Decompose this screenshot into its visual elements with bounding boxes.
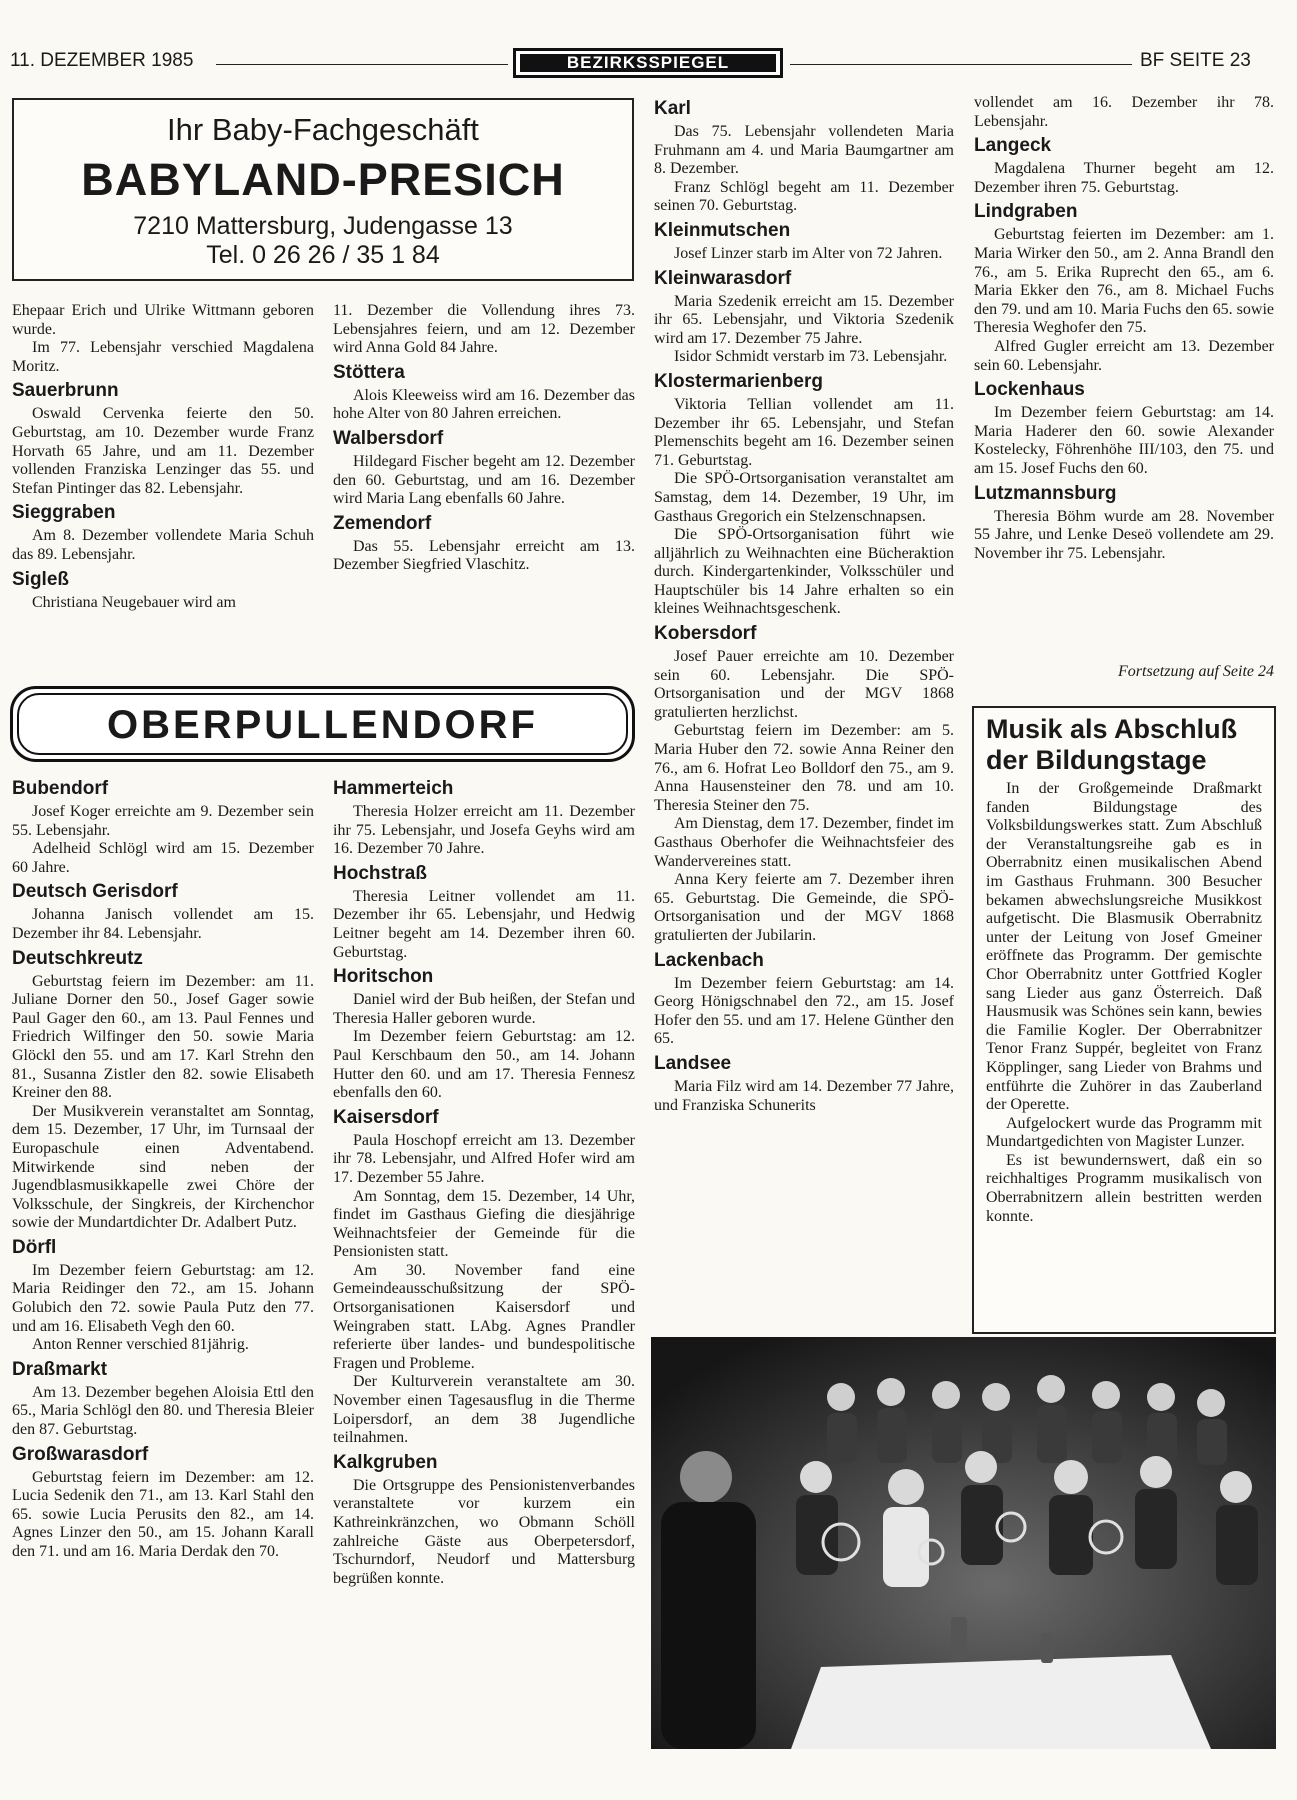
column-3 [654, 94, 954, 1115]
column-2-top [333, 302, 635, 575]
locality-heading: Klostermarienberg [654, 370, 823, 392]
column-1-top [12, 302, 314, 612]
news-paragraph: Die SPÖ-Ortsorganisation veranstaltet am Samstag, dem 14. Dezember, 19 Uhr, im Gasthaus Gregorich ein Stelzenschnapsen. [654, 470, 954, 525]
locality-heading: Lindgraben [974, 201, 1078, 223]
locality-heading: Stöttera [333, 361, 405, 383]
locality-heading: Kobersdorf [654, 623, 757, 645]
news-paragraph: Theresia Holzer erreicht am 11. Dezember ihr 75. Lebensjahr, und Josefa Geyhs wird am 16. Dezember 70 Jahre. [333, 803, 635, 858]
news-paragraph: Am Sonntag, dem 15. Dezember, 14 Uhr, findet im Gasthaus Giefing die diesjährige Weihnachtsfeier der Gemeinde für die Pensionisten statt. [333, 1187, 635, 1261]
locality-heading: Hammerteich [333, 778, 454, 799]
news-paragraph: Johanna Janisch vollendet am 15. Dezember ihr 84. Lebensjahr. [12, 906, 314, 942]
choir-band-photo [651, 1337, 1276, 1749]
locality-heading: Kalkgruben [333, 1451, 438, 1473]
column-2-bottom [333, 774, 635, 1588]
news-paragraph: 11. Dezember die Vollendung ihres 73. Lebensjahres feiern, und am 12. Dezember wird Anna Gold 84 Jahre. [333, 302, 635, 357]
news-paragraph: Josef Pauer erreichte am 10. Dezember sein 60. Lebensjahr. Die SPÖ-Ortsorganisation und der MGV 1868 gratulierten herzlichst. [654, 648, 954, 721]
locality-heading: Dörfl [12, 1236, 57, 1258]
header-rule-right [790, 64, 1132, 65]
locality-heading: Zemendorf [333, 512, 432, 534]
news-paragraph: Geburtstag feiern im Dezember: am 12. Lucia Sedenik den 71., am 13. Karl Stahl den 65. sowie Lucia Perusits den 82., am 14. Agnes Linzer den 50., am 15. Johann Karall den 71. und am 16. Maria Derdak den 70. [12, 1468, 314, 1560]
feature-body [986, 780, 1262, 1226]
locality-heading: Lackenbach [654, 949, 764, 971]
locality-heading: Großwarasdorf [12, 1443, 149, 1465]
news-paragraph: Geburtstag feiern im Dezember: am 11. Juliane Dorner den 50., Josef Gager sowie Paul Gager den 60., am 13. Paul Fennes und Friedrich Wilfinger den 50. sowie Maria Glöckl den 55. und am 17. Karl Strehn den 81., Susanna Zistler den 82. sowie Elisabeth Kreiner den 88. [12, 972, 314, 1102]
district-banner [10, 686, 635, 762]
news-paragraph: Theresia Böhm wurde am 28. November 55 Jahre, und Lenke Deseö vollendete am 29. November ihr 75. Lebensjahr. [974, 507, 1274, 562]
news-paragraph: Im Dezember feiern Geburtstag: am 12. Paul Kerschbaum den 50., am 14. Johann Hutter den 60. und am 17. Theresia Fennesz ebenfalls den 60. [333, 1028, 635, 1102]
news-paragraph: Maria Filz wird am 14. Dezember 77 Jahre, und Franziska Schunerits [654, 1077, 954, 1114]
news-paragraph: Im Dezember feiern Geburtstag: am 14. Georg Hönigschnabel den 72., am 15. Josef Hofer den 55. und am 17. Helene Günther den 65. [654, 974, 954, 1048]
news-paragraph: Oswald Cervenka feierte den 50. Geburtstag, am 10. Dezember wurde Franz Horvath 65 Jahre, und am 11. Dezember vollenden Franziska Lenzinger das 55. und Stefan Pintinger das 82. Lebensjahr. [12, 405, 314, 497]
news-paragraph: Alois Kleeweiss wird am 16. Dezember das hohe Alter von 80 Jahren erreichen. [333, 386, 635, 423]
news-paragraph: vollendet am 16. Dezember ihr 78. Lebensjahr. [974, 94, 1274, 130]
news-paragraph: Die Ortsgruppe des Pensionistenverbandes veranstaltete vor kurzem ein Kathreinkränzchen, wo Obmann Schöll zahlreiche Gäste aus Oberpetersdorf, Tschurndorf, Neudorf und Mattersburg begrüßen konnte. [333, 1476, 635, 1587]
locality-heading: Lockenhaus [974, 379, 1085, 401]
ad-store-name: BABYLAND-PRESICH [81, 154, 565, 205]
news-paragraph: Anton Renner verschied 81jährig. [32, 1336, 249, 1354]
news-paragraph: Theresia Leitner vollendet am 11. Dezember ihr 65. Lebensjahr, und Hedwig Leitner begeht am 14. Dezember ihren 60. Geburtstag. [333, 887, 635, 961]
locality-heading: Horitschon [333, 966, 434, 988]
news-paragraph: Der Kulturverein veranstaltete am 30. November einen Tagesausflug in die Therme Loipersdorf, an dem 38 Jugendliche teilnahmen. [333, 1373, 635, 1447]
news-paragraph: Am 8. Dezember vollendete Maria Schuh das 89. Lebensjahr. [12, 527, 314, 563]
news-paragraph: Am 30. November fand eine Gemeindeausschußsitzung der SPÖ-Ortsorganisationen Kaisersdorf und Weingraben statt. LAbg. Agnes Prandler referierte über landes- und bundespolitische Fragen und Probleme. [333, 1261, 635, 1372]
news-paragraph: Franz Schlögl begeht am 11. Dezember seinen 70. Geburtstag. [654, 178, 954, 215]
advertisement [12, 98, 634, 281]
news-paragraph: Isidor Schmidt verstarb im 73. Lebensjahr. [674, 348, 948, 366]
locality-heading: Deutsch Gerisdorf [12, 881, 178, 903]
locality-heading: Kaisersdorf [333, 1106, 439, 1128]
news-paragraph: Der Musikverein veranstaltet am Sonntag, dem 15. Dezember, 17 Uhr, im Turnsaal der Europaschule einen Adventabend. Mitwirkende sind neben der Jugendblasmusikkapelle zwei Chöre der Volksschule, der Singkreis, der Kirchenchor sowie der Mundartdichter Dr. Adalbert Putz. [12, 1102, 314, 1232]
news-paragraph: Josef Linzer starb im Alter von 72 Jahren. [674, 244, 943, 262]
news-paragraph: Maria Szedenik erreicht am 15. Dezember ihr 65. Lebensjahr, und Viktoria Szedenik wird am 17. Dezember 75 Jahre. [654, 292, 954, 347]
ad-address: 7210 Mattersburg, Judengasse 13 [133, 212, 513, 240]
news-paragraph: Am Dienstag, dem 17. Dezember, findet im Gasthaus Oberhofer die Weihnachtsfeier des Wandervereines statt. [654, 815, 954, 870]
news-paragraph: Hildegard Fischer begeht am 12. Dezember den 60. Geburtstag, und am 16. Dezember wird Maria Lang ebenfalls 60 Jahre. [333, 452, 635, 508]
district-title: OBERPULLENDORF [17, 693, 628, 755]
locality-heading: Bubendorf [12, 778, 109, 799]
news-paragraph: Das 75. Lebensjahr vollendeten Maria Fruhmann am 4. und Maria Baumgartner am 8. Dezember. [654, 123, 954, 178]
issue-date: 11. DEZEMBER 1985 [10, 50, 194, 71]
photo-illustration [651, 1337, 1276, 1749]
news-paragraph: Josef Koger erreichte am 9. Dezember sein 55. Lebensjahr. [12, 803, 314, 839]
locality-heading: Hochstraß [333, 862, 427, 884]
news-paragraph: Die SPÖ-Ortsorganisation führt wie alljährlich zu Weihnachten eine Bücheraktion durch. Kindergartenkinder, Volksschüler und Hauptschüler bis 14 Jahre erhalten so ein kleines Weihnachtsgeschenk. [654, 526, 954, 618]
ad-tagline: Ihr Baby-Fachgeschäft [167, 112, 479, 147]
news-paragraph: Am 13. Dezember begehen Aloisia Ettl den 65., Maria Schlögl den 80. und Theresia Bleier den 87. Geburtstag. [12, 1383, 314, 1439]
section-title: BEZIRKSSPIEGEL [520, 54, 776, 72]
news-paragraph: Ehepaar Erich und Ulrike Wittmann geboren wurde. [12, 302, 314, 338]
locality-heading: Kleinwarasdorf [654, 267, 792, 289]
column-4 [974, 94, 1274, 563]
feature-paragraph: Aufgelockert wurde das Programm mit Mundartgedichten von Magister Lunzer. [986, 1114, 1262, 1151]
locality-heading: Draßmarkt [12, 1358, 108, 1380]
page-number: BF SEITE 23 [1140, 50, 1251, 71]
section-kicker [513, 48, 783, 78]
ad-phone: Tel. 0 26 26 / 35 1 84 [206, 241, 440, 269]
locality-heading: Karl [654, 98, 691, 119]
feature-box [972, 706, 1276, 1334]
column-1-bottom [12, 774, 314, 1562]
locality-heading: Sigleß [12, 568, 70, 590]
locality-heading: Kleinmutschen [654, 219, 791, 241]
header-rule-left [216, 64, 508, 65]
news-paragraph: Daniel wird der Bub heißen, der Stefan und Theresia Haller geboren wurde. [333, 991, 635, 1027]
news-paragraph: Adelheid Schlögl wird am 15. Dezember 60 Jahre. [12, 840, 314, 876]
locality-heading: Deutschkreutz [12, 947, 143, 969]
feature-paragraph: In der Großgemeinde Draßmarkt fanden Bildungstage des Volksbildungswerkes statt. Zum Abschluß der Veranstaltungsreihe gab es in Oberrabnitz einen musikalischen Abend im Gasthaus Fruhmann. 300 Besucher bekamen abwechslungsreiche Musikkost aufgetischt. Die Blasmusik Oberrabnitz unter der Leitung von Josef Gmeiner eröffnete das Programm. Der gemischte Chor Oberrabnitz unter Gottfried Kogler sang Lieder aus ganz Österreich. Daß Hausmusik was Schönes sein kann, bewies die Familie Kogler. Der Oberrabnitzer Tenor Franz Suppér, begleitet von Franz Köpplinger, sang Lieder von Brahms und entführte die Zuhörer in das Zauberland der Operette. [986, 780, 1262, 1114]
locality-heading: Sieggraben [12, 502, 116, 524]
news-paragraph: Paula Hoschopf erreicht am 13. Dezember ihr 78. Lebensjahr, und Alfred Hofer wird am 17. Dezember 55 Jahre. [333, 1131, 635, 1186]
news-paragraph: Im Dezember feiern Geburtstag: am 12. Maria Reidinger den 72., am 15. Johann Golubich den 72. sowie Paula Putz den 77. und am 16. Elisabeth Vegh den 60. [12, 1261, 314, 1335]
continuation-note: Fortsetzung auf Seite 24 [1118, 663, 1274, 680]
news-paragraph: Das 55. Lebensjahr erreicht am 13. Dezember Siegfried Vlaschitz. [333, 537, 635, 574]
locality-heading: Walbersdorf [333, 427, 444, 449]
news-paragraph: Viktoria Tellian vollendet am 11. Dezember ihr 65. Lebensjahr, und Stefan Plemenschits begeht am 16. Dezember seinen 71. Geburtstag. [654, 395, 954, 469]
news-paragraph: Christiana Neugebauer wird am [32, 593, 236, 611]
news-paragraph: Alfred Gugler erreicht am 13. Dezember sein 60. Lebensjahr. [974, 337, 1274, 374]
news-paragraph: Im 77. Lebensjahr verschied Magdalena Moritz. [12, 339, 314, 375]
locality-heading: Landsee [654, 1052, 732, 1074]
feature-paragraph: Es ist bewundernswert, daß ein so reichhaltiges Programm musikalisch von Oberrabnitzern allein bestritten werden konnte. [986, 1151, 1262, 1225]
feature-headline: Musik als Abschluß der Bildungstage [986, 714, 1238, 775]
news-paragraph: Geburtstag feiern im Dezember: am 5. Maria Huber den 72. sowie Anna Reiner den 76., am 6. Hofrat Leo Bolldorf den 75., am 9. Anna Hausensteiner den 78. und am 10. Theresia Steiner den 75. [654, 722, 954, 814]
news-paragraph: Im Dezember feiern Geburtstag: am 14. Maria Haderer den 60. sowie Alexander Kostelecky, Föhrenhöhe III/103, den 75. und am 15. Josef Fuchs den 60. [974, 404, 1274, 477]
locality-heading: Sauerbrunn [12, 380, 119, 402]
locality-heading: Langeck [974, 135, 1052, 157]
news-paragraph: Anna Kery feierte am 7. Dezember ihren 65. Geburtstag. Die Gemeinde, die SPÖ-Ortsorganisation und der MGV 1868 gratulierten der Jubilarin. [654, 871, 954, 944]
news-paragraph: Magdalena Thurner begeht am 12. Dezember ihren 75. Geburtstag. [974, 160, 1274, 196]
news-paragraph: Geburtstag feierten im Dezember: am 1. Maria Wirker den 50., am 2. Anna Brandl den 76., am 5. Erika Ruprecht den 65., am 6. Maria Ekker den 76., am 8. Michael Fuchs den 79. und am 10. Maria Fuchs den 65. sowie Theresia Weghofer den 75. [974, 226, 1274, 337]
locality-heading: Lutzmannsburg [974, 482, 1117, 504]
